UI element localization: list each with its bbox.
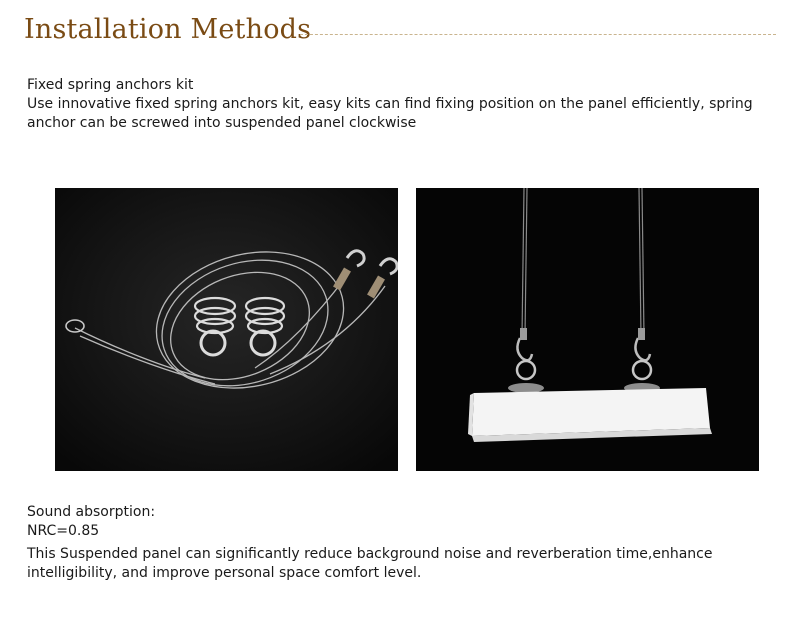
suspended-panel-photo	[416, 188, 759, 471]
kit-description-block	[27, 76, 767, 133]
sound-absorption-description: This Suspended panel can significantly reduce background noise and reverberation time,enhance intelligibility, and improve personal space comfort level.	[27, 546, 713, 581]
kit-heading: Fixed spring anchors kit	[27, 77, 194, 93]
spring-anchor-kit-photo	[55, 188, 398, 471]
title-divider	[300, 34, 776, 35]
spring-anchor-kit-illustration	[55, 188, 398, 471]
kit-description: Use innovative fixed spring anchors kit, easy kits can find fixing position on the panel efficiently, spring anchor can be screwed into suspended panel clockwise	[27, 96, 753, 131]
sound-absorption-heading: Sound absorption:	[27, 504, 156, 520]
sound-absorption-block	[27, 503, 767, 583]
section-header	[24, 12, 776, 56]
suspended-panel-illustration	[416, 188, 759, 471]
nrc-value: NRC=0.85	[27, 523, 100, 539]
page-title: Installation Methods	[24, 14, 312, 45]
